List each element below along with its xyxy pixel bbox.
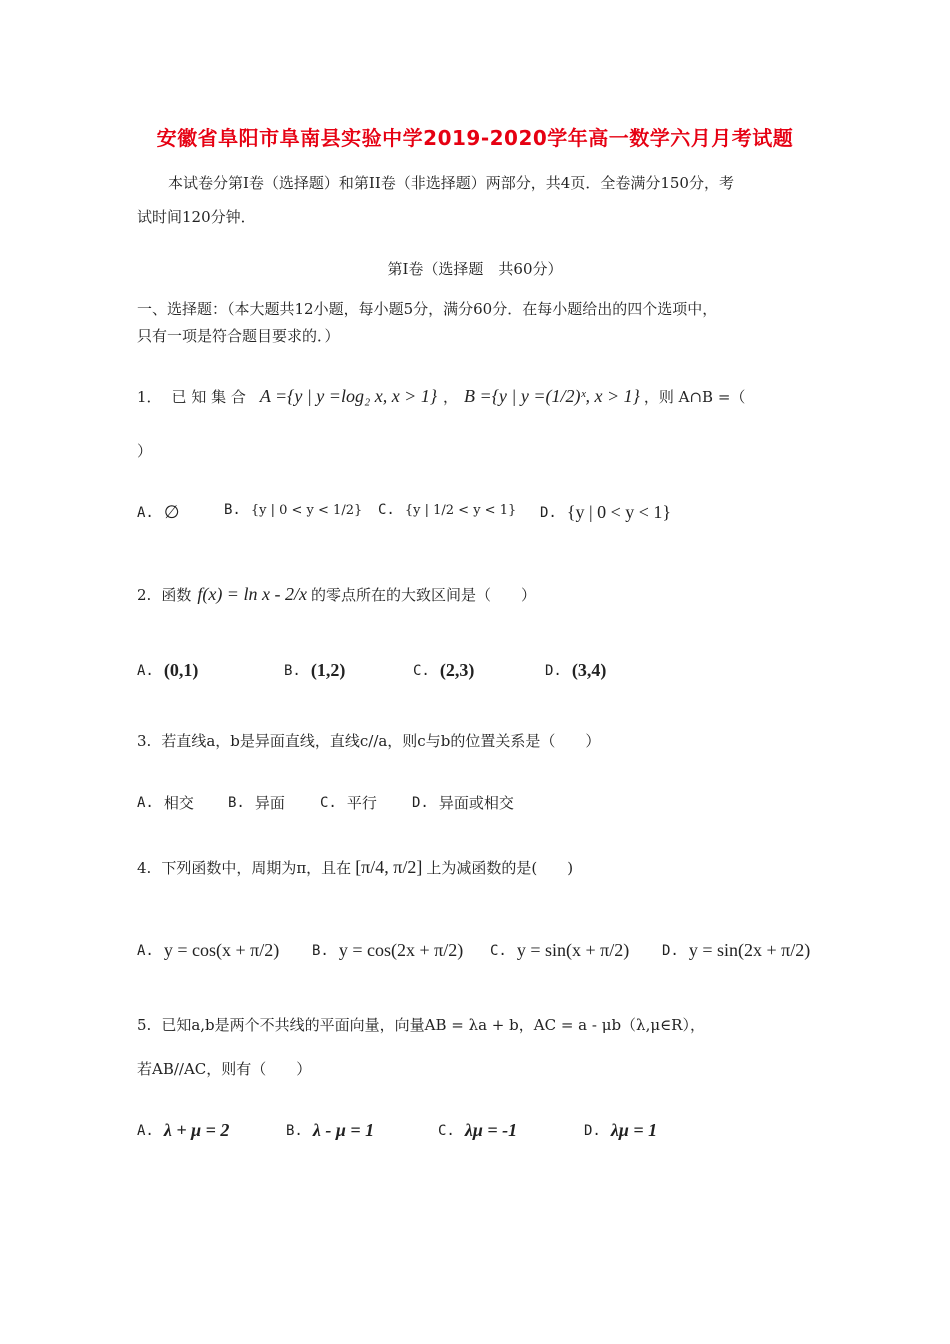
option-4a[interactable]: A. y = cos(x + π/2)	[137, 940, 280, 960]
question-3-stem	[137, 730, 600, 751]
option-1d[interactable]: D. {y | 0 < y < 1}	[540, 502, 672, 522]
option-3c[interactable]: C. 平行	[320, 794, 377, 812]
question-number: 1．	[137, 388, 162, 406]
option-3d[interactable]: D. 异面或相交	[412, 794, 514, 812]
question-2-stem	[137, 584, 536, 605]
question-1-paren: ）	[137, 442, 153, 460]
section-1-instructions-line-2: 只有一项是符合题目要求的．）	[137, 327, 340, 345]
option-5a[interactable]: A. λ + μ = 2	[137, 1120, 230, 1140]
set-a-formula: A ={y | y =log₂ x, x > 1}	[259, 386, 438, 406]
exam-title: 安徽省阜阳市阜南县实验中学2019-2020学年高一数学六月月考试题	[156, 126, 794, 150]
option-2d[interactable]: D. (3,4)	[545, 660, 607, 680]
question-4-stem	[137, 857, 573, 878]
option-4c[interactable]: C. y = sin(x + π/2)	[490, 940, 630, 960]
option-2c[interactable]: C. (2,3)	[413, 660, 475, 680]
option-4b[interactable]: B. y = cos(2x + π/2)	[312, 940, 464, 960]
option-3b[interactable]: B. 异面	[228, 794, 285, 812]
option-5d[interactable]: D. λμ = 1	[584, 1120, 658, 1140]
option-5c[interactable]: C. λμ = -1	[438, 1120, 518, 1140]
option-1b[interactable]: B. {y | 0 < y < 1/2}	[224, 502, 363, 518]
option-5b[interactable]: B. λ - μ = 1	[286, 1120, 375, 1140]
section-1-instructions-line-1: 一、选择题：（本大题共12小题，每小题5分，满分60分．在每小题给出的四个选项中，	[137, 300, 718, 318]
intro-line-2: 试时间120分钟．	[137, 208, 256, 226]
question-number: 2.	[137, 585, 152, 604]
question-1-stem: 1． 已 知 集 合 A ={y | y =log₂ x, x > 1} ， B ={y | y =(1/2)ˣ, x > 1} ，则 A∩B =（	[137, 386, 746, 406]
question-text-suffix: ，则 A∩B =（	[643, 388, 746, 406]
question-text: 已 知 集 合	[171, 388, 246, 406]
question-5-stem-line-2: 若AB//AC，则有（ ）	[137, 1060, 312, 1078]
question-text: 已知a,b是两个不共线的平面向量，向量AB = λa + b，AC = a - μb（λ,μ∈R），	[161, 1016, 705, 1034]
question-number: 3.	[137, 731, 152, 750]
interval-formula: [π/4, π/2]	[355, 857, 423, 877]
question-5-stem-line-1	[137, 1014, 705, 1035]
option-2b[interactable]: B. (1,2)	[284, 660, 346, 680]
question-text-suffix: 上为减函数的是( )	[426, 859, 574, 877]
intro-line-1: 本试卷分第Ⅰ卷（选择题）和第II卷（非选择题）两部分，共4页．全卷满分150分，考	[168, 174, 734, 192]
option-4d[interactable]: D. y = sin(2x + π/2)	[662, 940, 811, 960]
part-1-heading: 第Ⅰ卷（选择题 共60分）	[387, 260, 563, 278]
question-number: 4.	[137, 858, 152, 877]
option-1c[interactable]: C. {y | 1/2 < y < 1}	[378, 502, 517, 518]
question-text-suffix: 的零点所在的大致区间是（ ）	[310, 586, 536, 604]
option-3a[interactable]: A. 相交	[137, 794, 194, 812]
question-text: 函数	[161, 586, 192, 604]
question-text: 若直线a，b是异面直线，直线c//a，则c与b的位置关系是（ ）	[161, 732, 601, 750]
question-number: 5.	[137, 1015, 152, 1034]
question-text: 下列函数中，周期为π，且在	[161, 859, 352, 877]
option-1a[interactable]: A. ∅	[137, 502, 180, 522]
function-formula: f(x) = ln x - 2/x	[197, 584, 307, 604]
option-2a[interactable]: A. (0,1)	[137, 660, 199, 680]
set-b-formula: B ={y | y =(1/2)ˣ, x > 1}	[464, 386, 640, 406]
